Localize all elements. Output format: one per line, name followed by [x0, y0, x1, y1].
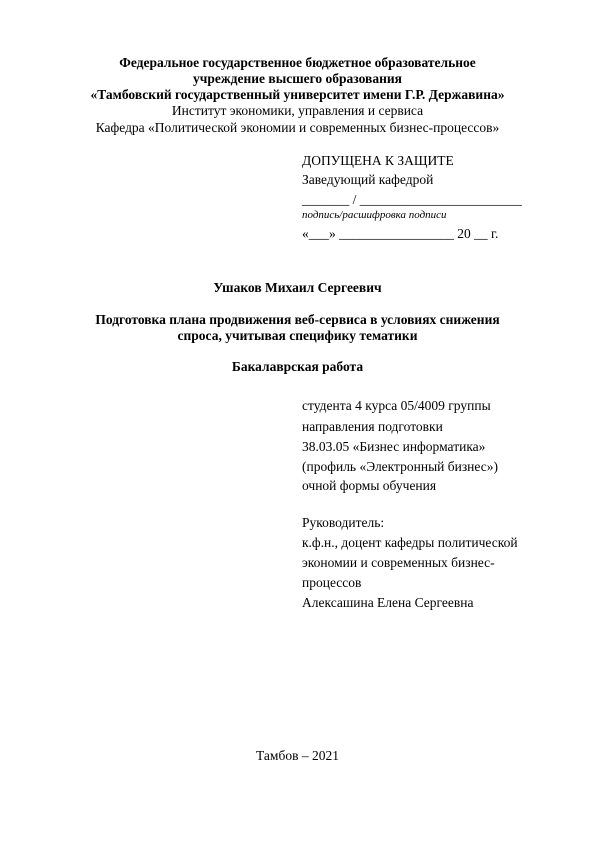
signature-line: _______ / ________________________: [302, 192, 522, 207]
thesis-title-line-1: Подготовка плана продвижения веб-сервиса в условиях снижения: [95, 312, 500, 327]
student-line-2: направления подготовки: [302, 419, 443, 434]
institution-type-line: учреждение высшего образования: [193, 71, 402, 86]
student-line-3: 38.03.05 «Бизнес информатика»: [302, 439, 486, 454]
author-name: Ушаков Михаил Сергеевич: [213, 280, 382, 295]
work-type: Бакалаврская работа: [231, 359, 364, 374]
supervisor-line-3: процессов: [302, 575, 362, 590]
student-line-5: очной формы обучения: [302, 478, 437, 493]
thesis-title-line-2: спроса, учитывая специфику тематики: [177, 328, 418, 343]
institute-name: Институт экономики, управления и сервиса: [171, 103, 424, 118]
city-year: Тамбов – 2021: [256, 748, 339, 763]
supervisor-line-1: к.ф.н., доцент кафедры политической: [302, 535, 518, 550]
ministry-line: Федеральное государственное бюджетное образовательное: [119, 55, 476, 70]
department-name: Кафедра «Политической экономии и современных бизнес-процессов»: [95, 120, 500, 135]
student-line-1: студента 4 курса 05/4009 группы: [302, 398, 491, 413]
approval-title: ДОПУЩЕНА К ЗАЩИТЕ: [302, 153, 454, 168]
supervisor-label: Руководитель:: [302, 515, 385, 530]
signature-caption: подпись/расшифровка подписи: [302, 209, 447, 221]
student-line-4: (профиль «Электронный бизнес»): [302, 459, 498, 474]
supervisor-name: Алексашина Елена Сергеевна: [302, 595, 474, 610]
approval-head: Заведующий кафедрой: [302, 172, 434, 187]
approval-date-line: «___» _________________ 20 __ г.: [302, 226, 499, 241]
supervisor-line-2: экономии и современных бизнес-: [302, 555, 495, 570]
university-name: «Тамбовский государственный университет имени Г.Р. Державина»: [90, 87, 505, 102]
